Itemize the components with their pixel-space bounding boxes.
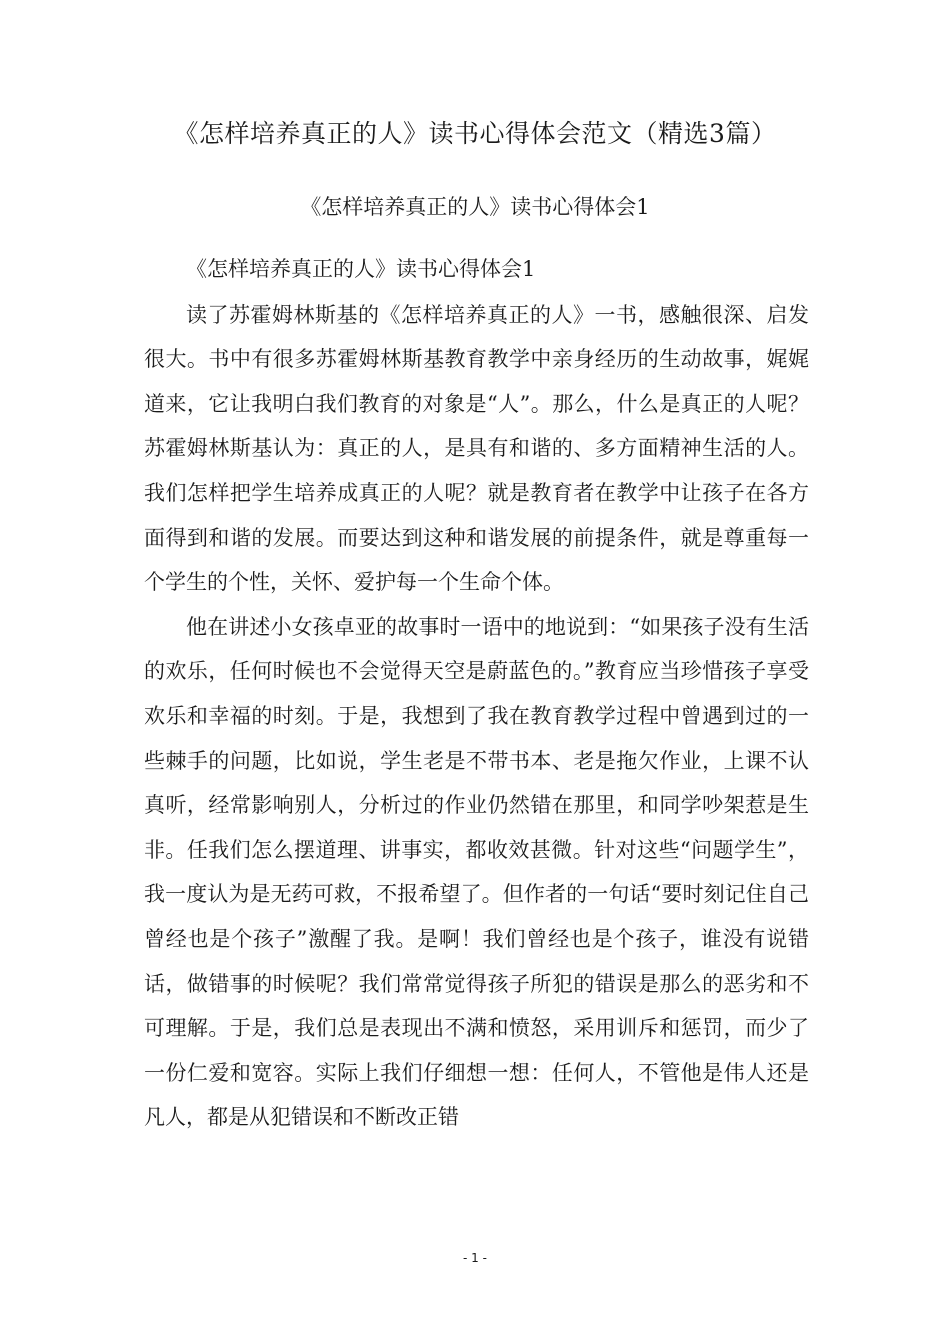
paragraph: 读了苏霍姆林斯基的《怎样培养真正的人》一书，感触很深、启发很大。书中有很多苏霍姆林斯基教育教学中亲身经历的生动故事，娓娓道来，它让我明白我们教育的对象是“人”。那么，什么是真正的人呢？苏霍姆林斯基认为：真正的人，是具有和谐的、多方面精神生活的人。我们怎样把学生培养成真正的人呢？就是教育者在教学中让孩子在各方面得到和谐的发展。而要达到这种和谐发展的前提条件，就是尊重每一个学生的个性，关怀、爱护每一个生命个体。 (144, 302, 809, 595)
document-title: 《怎样培养真正的人》读书心得体会范文（精选3篇） (173, 119, 777, 148)
page-number: - 1 - (463, 1251, 487, 1265)
section-heading: 《怎样培养真正的人》读书心得体会1 (300, 195, 650, 219)
paragraph-subheading: 《怎样培养真正的人》读书心得体会1 (186, 257, 536, 281)
document-body (144, 247, 809, 1140)
paragraph: 他在讲述小女孩卓亚的故事时一语中的地说到：“如果孩子没有生活的欢乐，任何时候也不会觉得天空是蔚蓝色的。”教育应当珍惜孩子享受欢乐和幸福的时刻。于是，我想到了我在教育教学过程中曾遇到过的一些棘手的问题，比如说，学生老是不带书本、老是拖欠作业，上课不认真听，经常影响别人，分析过的作业仍然错在那里，和同学吵架惹是生非。任我们怎么摆道理、讲事实，都收效甚微。针对这些“问题学生”，我一度认为是无药可救，不报希望了。但作者的一句话“要时刻记住自己曾经也是个孩子”激醒了我。是啊！我们曾经也是个孩子，谁没有说错话，做错事的时候呢？我们常常觉得孩子所犯的错误是那么的恶劣和不可理解。于是，我们总是表现出不满和愤怒，采用训斥和惩罚，而少了一份仁爱和宽容。实际上我们仔细想一想：任何人，不管他是伟人还是凡人，都是从犯错误和不断改正错 (144, 614, 809, 1130)
